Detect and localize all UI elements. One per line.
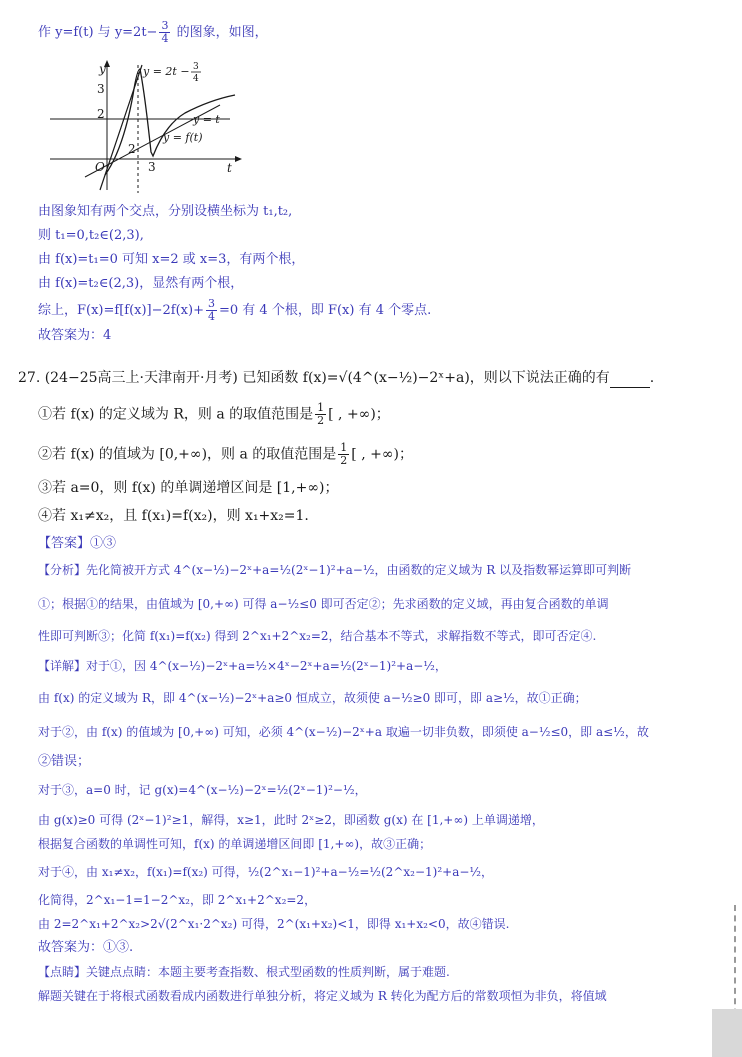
label-ft: y = f(t) — [163, 131, 203, 144]
label-line: y = 2t − — [143, 65, 190, 78]
prev-line-2: 则 t₁=0,t₂∈(2,3), — [38, 228, 144, 243]
prev-line-4: 由 f(x)=t₂∈(2,3)，显然有两个根， — [38, 276, 244, 291]
detail-line-3: 对于②，由 f(x) 的值域为 [0,+∞) 可知，必须 4^(x−½)−2ˣ+a 取遍一切非负数，即须使 a−½≤0，即 a≤½，故 — [38, 725, 649, 739]
analysis-line-2: ①；根据①的结果，由值域为 [0,+∞) 可得 a−½≤0 即可否定②；先求函数的定义域，再由复合函数的单调 — [38, 597, 609, 611]
tick-x2: 2 — [128, 142, 136, 156]
analysis-line-3: 性即可判断③；化简 f(x₁)=f(x₂) 得到 2^x₁+2^x₂=2，结合基本不等式，求解指数不等式，即可否定④. — [38, 629, 597, 643]
y-axis-label: y — [99, 62, 106, 76]
detail-line-6: 由 g(x)≥0 可得 (2ˣ−1)²≥1，解得，x≥1，此时 2ˣ≥2，即函数 g(x) 在 [1,+∞) 上单调递增， — [38, 813, 544, 827]
prev-intro: 作 y=f(t) 与 y=2t− $\frac{3}{4}$ 的图象，如图， — [38, 19, 268, 45]
label-yt: y = t — [193, 113, 220, 126]
q27-stem: 27. (24−25高三上·天津南开·月考) 已知函数 f(x)=√(4^(x−½)−2ˣ+a)，则以下说法正确的有 . — [18, 370, 655, 386]
detail-line-9: 化简得，2^x₁−1=1−2^x₂，即 2^x₁+2^x₂=2， — [38, 893, 317, 907]
q27-option-3: ③若 a=0，则 f(x) 的单调递增区间是 [1,+∞)； — [38, 480, 339, 496]
final-answer: 故答案为：①③. — [38, 940, 134, 955]
detail-line-4: ②错误； — [38, 754, 91, 769]
label-line-num: 3 — [193, 62, 199, 72]
prev-line-1: 由图象知有两个交点，分别设横坐标为 t₁,t₂, — [38, 204, 293, 219]
label-line-den: 4 — [193, 74, 199, 84]
comment-line-2: 解题关键在于将根式函数看成内函数进行单独分析，将定义域为 R 转化为配方后的常数项恒为非负，将值域 — [38, 989, 607, 1003]
detail-line-8: 对于④，由 x₁≠x₂，f(x₁)=f(x₂) 可得，½(2^x₁−1)²+a−½=½(2^x₂−1)²+a−½， — [38, 865, 494, 879]
detail-line-7: 根据复合函数的单调性可知，f(x) 的单调递增区间即 [1,+∞)，故③正确； — [38, 837, 432, 851]
tick-y2: 2 — [97, 107, 105, 121]
tick-y3: 3 — [97, 82, 105, 96]
prev-summary: 综上，F(x)=f[f(x)]−2f(x)+ $\frac{3}{4}$ =0 有 4 个根，即 F(x) 有 4 个零点. — [38, 297, 432, 323]
page-edge-dashes — [734, 905, 736, 1025]
q27-option-2: ②若 f(x) 的值域为 [0,+∞)，则 a 的取值范围是 $\frac{1}{2}$ [ , +∞)； — [38, 441, 413, 467]
detail-line-10: 由 2=2^x₁+2^x₂>2√(2^x₁·2^x₂) 可得，2^(x₁+x₂)<1，即得 x₁+x₂<0，故④错误. — [38, 917, 510, 931]
t-axis-label: t — [227, 161, 232, 175]
prev-answer: 故答案为：4 — [38, 328, 112, 343]
detail-line-2: 由 f(x) 的定义域为 R，即 4^(x−½)−2ˣ+a≥0 恒成立，故须使 a−½≥0 即可，即 a≥½，故①正确； — [38, 691, 587, 705]
function-graph — [45, 55, 245, 195]
detail-line-1: 【详解】对于①，因 4^(x−½)−2ˣ+a=½×4ˣ−2ˣ+a=½(2ˣ−1)²+a−½， — [38, 659, 447, 673]
prev-line-3: 由 f(x)=t₁=0 可知 x=2 或 x=3，有两个根， — [38, 252, 305, 267]
tick-x3: 3 — [148, 160, 156, 174]
origin-label: O — [95, 160, 105, 174]
detail-line-5: 对于③，a=0 时，记 g(x)=4^(x−½)−2ˣ=½(2ˣ−1)²−½， — [38, 783, 367, 797]
page-corner-block — [712, 1009, 742, 1057]
q27-option-4: ④若 x₁≠x₂，且 f(x₁)=f(x₂)，则 x₁+x₂=1. — [38, 508, 309, 524]
q27-option-1: ①若 f(x) 的定义域为 R，则 a 的取值范围是 $\frac{1}{2}$ [ , +∞)； — [38, 401, 390, 427]
comment-line-1: 【点睛】关键点点睛：本题主要考查指数、根式型函数的性质判断，属于难题. — [38, 965, 450, 979]
answer-line: 【答案】①③ — [38, 536, 117, 551]
analysis-line-1: 【分析】先化简被开方式 4^(x−½)−2ˣ+a=½(2ˣ−1)²+a−½，由函数的定义域为 R 以及指数幂运算即可判断 — [38, 563, 632, 577]
